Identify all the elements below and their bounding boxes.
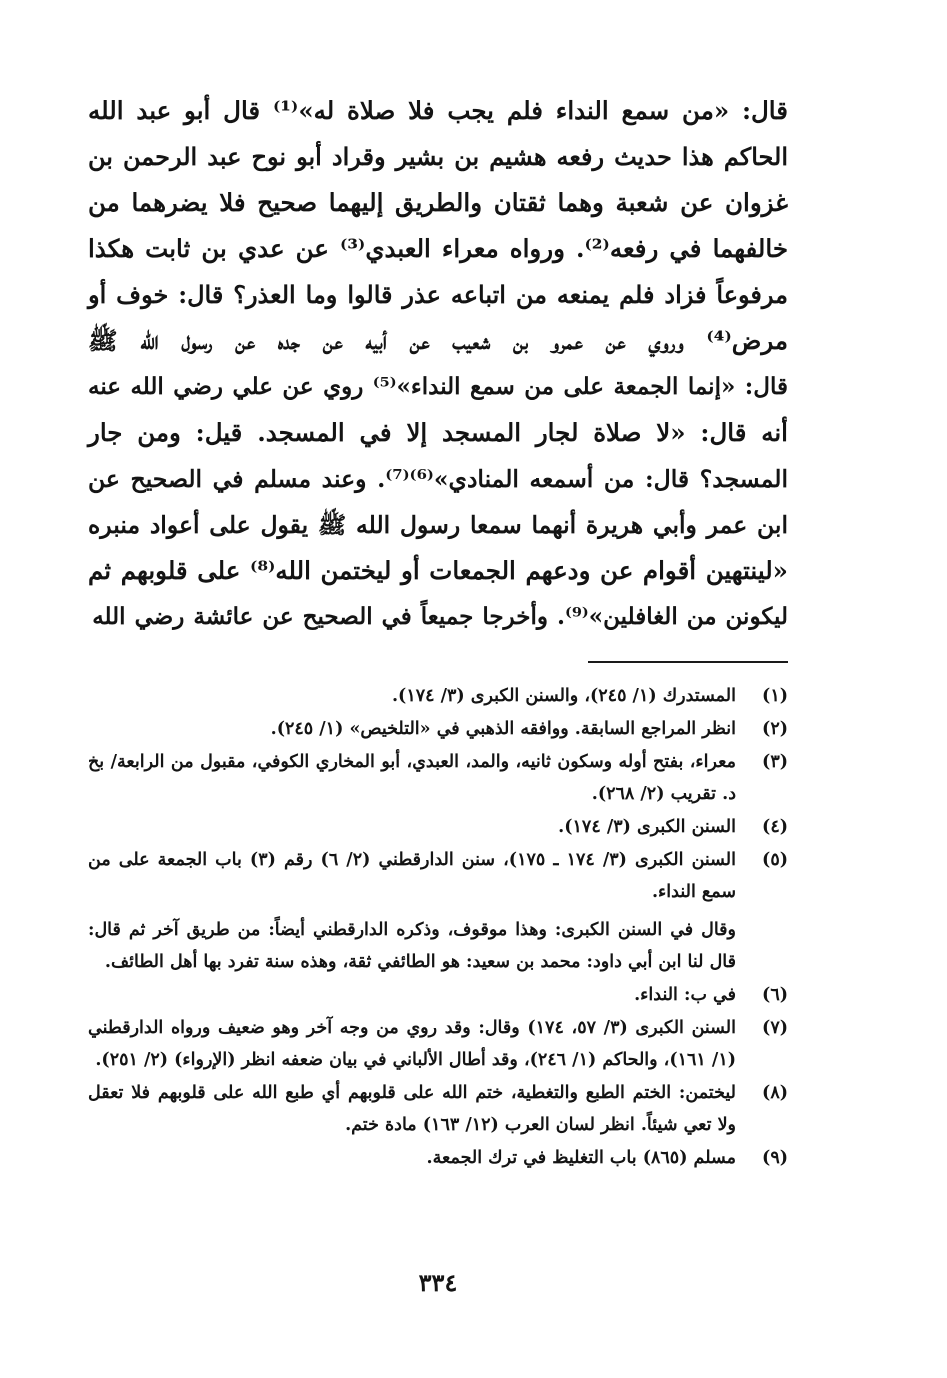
footnote-text: المستدرك (١/ ٢٤٥)، والسنن الكبرى (٣/ ١٧٤).	[391, 686, 736, 706]
footnotes-list	[88, 680, 788, 1175]
footnote	[88, 979, 788, 1011]
footnote-body	[88, 1077, 736, 1141]
main-text-line: المسجد؟ قال: من أسمعه المنادي»⁽⁶⁾⁽⁷⁾. وعند مسلم في الصحيح عن	[88, 465, 788, 493]
footnote-number: (٤)	[762, 817, 788, 837]
main-text-line: قال: «من سمع النداء فلم يجب فلا صلاة له»⁽¹⁾ قال أبو عبد الله	[88, 96, 788, 125]
main-text	[88, 88, 788, 640]
footnote	[88, 811, 788, 843]
footnote-text: السنن الكبرى (٣/ ١٧٤).	[558, 817, 736, 837]
footnote	[88, 1077, 788, 1141]
footnote-text: السنن الكبرى (٣/ ١٧٤ ـ ١٧٥)، سنن الدارقطني (٢/ ٦) رقم (٣) باب الجمعة على من سمع النداء.	[88, 850, 736, 902]
footnote-text: انظر المراجع السابقة. ووافقه الذهبي في «التلخيص» (١/ ٢٤٥).	[270, 719, 736, 739]
footnote-number: (٧)	[762, 1018, 788, 1038]
footnote-number: (٥)	[762, 850, 788, 870]
book-page	[88, 88, 788, 1338]
footnote-body	[88, 746, 736, 810]
footnote	[88, 713, 788, 745]
main-text-line: قال: «إنما الجمعة على من سمع النداء»⁽⁵⁾ روي عن علي رضي الله عنه	[88, 373, 788, 400]
footnote-text: معراء، بفتح أوله وسكون ثانيه، والمد، العبدي، أبو المخاري الكوفي، مقبول من الرابعة/ بخ د. تقريب (٢/ ٢٦٨).	[88, 752, 736, 804]
main-text-line: «لينتهين أقوام عن ودعهم الجمعات أو ليختمن الله⁽⁸⁾ على قلوبهم ثم	[88, 556, 788, 585]
main-text-line: الحاكم هذا حديث رفعه هشيم بن بشير وقراد أبو نوح عبد الرحمن بن	[88, 142, 788, 171]
footnote-number: (٩)	[762, 1148, 788, 1168]
main-text-line: ابن عمر وأبي هريرة أنهما سمعا رسول الله ﷺ يقول على أعواد منبره	[88, 511, 788, 539]
footnote-body	[88, 680, 736, 712]
main-text-line: مرفوعاً فزاد فلم يمنعه من اتباعه عذر قالوا وما العذر؟ قال: خوف أو	[88, 280, 788, 309]
footnote-text: ليختمن: الختم الطبع والتغطية، ختم الله على قلوبهم أي طبع الله على قلوبهم فلا تعقل ولا تعي شيئاً. انظر لسان العرب (١٢/ ١٦٣) مادة ختم.	[88, 1083, 736, 1135]
footnote-body	[88, 1142, 736, 1174]
footnote-body	[88, 811, 736, 843]
main-text-line: مرض⁽⁴⁾ وروي عن عمرو بن شعيب عن أبيه عن جده عن رسول الله ﷺ	[88, 326, 788, 355]
footnote	[88, 746, 788, 810]
footnote-body	[88, 844, 736, 978]
footnote-body	[88, 979, 736, 1011]
footnote-body	[88, 713, 736, 745]
footnote	[88, 680, 788, 712]
footnote-number: (١)	[762, 686, 788, 706]
footnote-divider	[588, 661, 788, 663]
footnote-text: السنن الكبرى (٣/ ٥٧، ١٧٤) وقال: وقد روي من وجه آخر وهو ضعيف ورواه الدارقطني (١/ ١٦١)، والحاكم (١/ ٢٤٦)، وقد أطال الألباني في بيان ضعفه انظر (الإرواء) (٢/ ٢٥١).	[88, 1018, 736, 1070]
main-text-line: خالفهما في رفعه⁽²⁾. ورواه معراء العبدي⁽³⁾ عن عدي بن ثابت هكذا	[88, 234, 788, 263]
footnote-number: (٦)	[762, 985, 788, 1005]
footnote-number: (٣)	[762, 752, 788, 772]
main-text-line: أنه قال: «لا صلاة لجار المسجد إلا في المسجد. قيل: ومن جار	[88, 418, 788, 447]
footnote-number: (٨)	[762, 1083, 788, 1103]
page-number: ٣٣٤	[418, 1268, 458, 1297]
main-text-line: ليكونن من الغافلين»⁽⁹⁾. وأخرجا جميعاً في الصحيح عن عائشة رضي الله	[92, 603, 788, 630]
footnote-text: وقال في السنن الكبرى: وهذا موقوف، وذكره الدارقطني أيضاً: من طريق آخر ثم قال: قال لنا ابن أبي داود: محمد بن سعيد: هو الطائفي ثقة، وهذه سنة تفرد بها أهل الطائف.	[88, 920, 736, 972]
footnote-text: في ب: النداء.	[634, 985, 736, 1005]
footnote	[88, 844, 788, 978]
footnote-body	[88, 1012, 736, 1076]
footnote-number: (٢)	[762, 719, 788, 739]
footnote	[88, 1012, 788, 1076]
main-text-line: غزوان عن شعبة وهما ثقتان والطريق إليهما صحيح فلا يضرهما من	[88, 188, 788, 217]
footnote	[88, 1142, 788, 1174]
footnote-text: مسلم (٨٦٥) باب التغليظ في ترك الجمعة.	[426, 1148, 736, 1168]
